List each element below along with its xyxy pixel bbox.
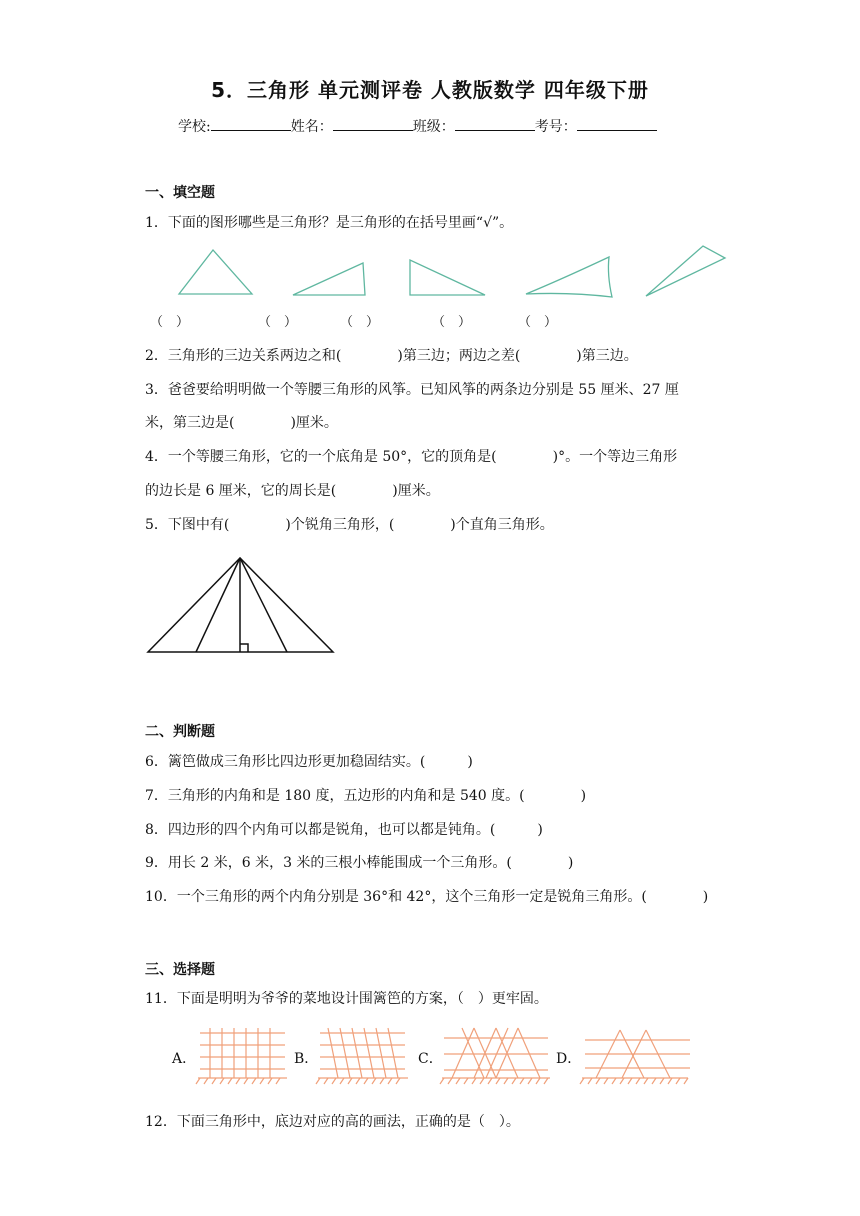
fence-c-icon: [440, 1028, 550, 1084]
question-4-line-2: 的边长是 6 厘米，它的周长是( )厘米。: [145, 483, 440, 499]
question-11: 11．下面是明明为爷爷的菜地设计围篱笆的方案，（ ）更牢固。: [145, 991, 548, 1007]
q1-paren-5[interactable]: （ ）: [518, 315, 558, 330]
section-heading-fill-blank: 一、填空题: [145, 185, 215, 201]
option-c-label[interactable]: C．: [418, 1051, 443, 1067]
question-5: 5．下图中有( )个锐角三角形，( )个直角三角形。: [145, 517, 554, 533]
q1-paren-2[interactable]: （ ）: [258, 315, 298, 330]
question-12: 12．下面三角形中，底边对应的高的画法，正确的是（ ）。: [145, 1114, 520, 1130]
option-d-label[interactable]: D．: [556, 1051, 582, 1067]
section-heading-choice: 三、选择题: [145, 962, 215, 978]
fence-b-icon: [316, 1028, 408, 1084]
q1-paren-4[interactable]: （ ）: [432, 315, 472, 330]
question-1: 1．下面的图形哪些是三角形？是三角形的在括号里画“√”。: [145, 215, 514, 231]
option-a-label[interactable]: A．: [172, 1051, 197, 1067]
question-6: 6．篱笆做成三角形比四边形更加稳固结实。( ): [145, 754, 473, 770]
fence-d-icon: [580, 1030, 690, 1084]
class-label: 班级：: [412, 119, 455, 135]
question-10: 10．一个三角形的两个内角分别是 36°和 42°，这个三角形一定是锐角三角形。( ): [145, 889, 709, 905]
name-label: 姓名：: [290, 119, 333, 135]
question-7: 7．三角形的内角和是 180 度，五边形的内角和是 540 度。( ): [145, 788, 587, 804]
section-heading-true-false: 二、判断题: [145, 724, 215, 740]
question-9: 9．用长 2 米，6 米，3 米的三根小棒能围成一个三角形。( ): [145, 855, 574, 871]
question-8: 8．四边形的四个内角可以都是锐角，也可以都是钝角。( ): [145, 822, 543, 838]
question-4-line-1: 4．一个等腰三角形，它的一个底角是 50°，它的顶角是( )°。一个等边三角形: [145, 449, 678, 465]
question-2: 2．三角形的三边关系两边之和( )第三边；两边之差( )第三边。: [145, 348, 638, 364]
question-3-line-2: 米，第三边是( )厘米。: [145, 415, 338, 431]
option-b-label[interactable]: B．: [294, 1051, 319, 1067]
question-3-line-1: 3．爸爸要给明明做一个等腰三角形的风筝。已知风筝的两条边分别是 55 厘米、27 厘: [145, 382, 679, 398]
page-title: 5．三角形 单元测评卷 人教版数学 四年级下册: [211, 78, 649, 102]
exam-no-label: 考号：: [534, 119, 577, 135]
fence-a-icon: [196, 1028, 287, 1084]
q1-paren-1[interactable]: （ ）: [150, 315, 190, 330]
school-label: 学校:: [178, 119, 211, 135]
q1-paren-3[interactable]: （ ）: [340, 315, 380, 330]
